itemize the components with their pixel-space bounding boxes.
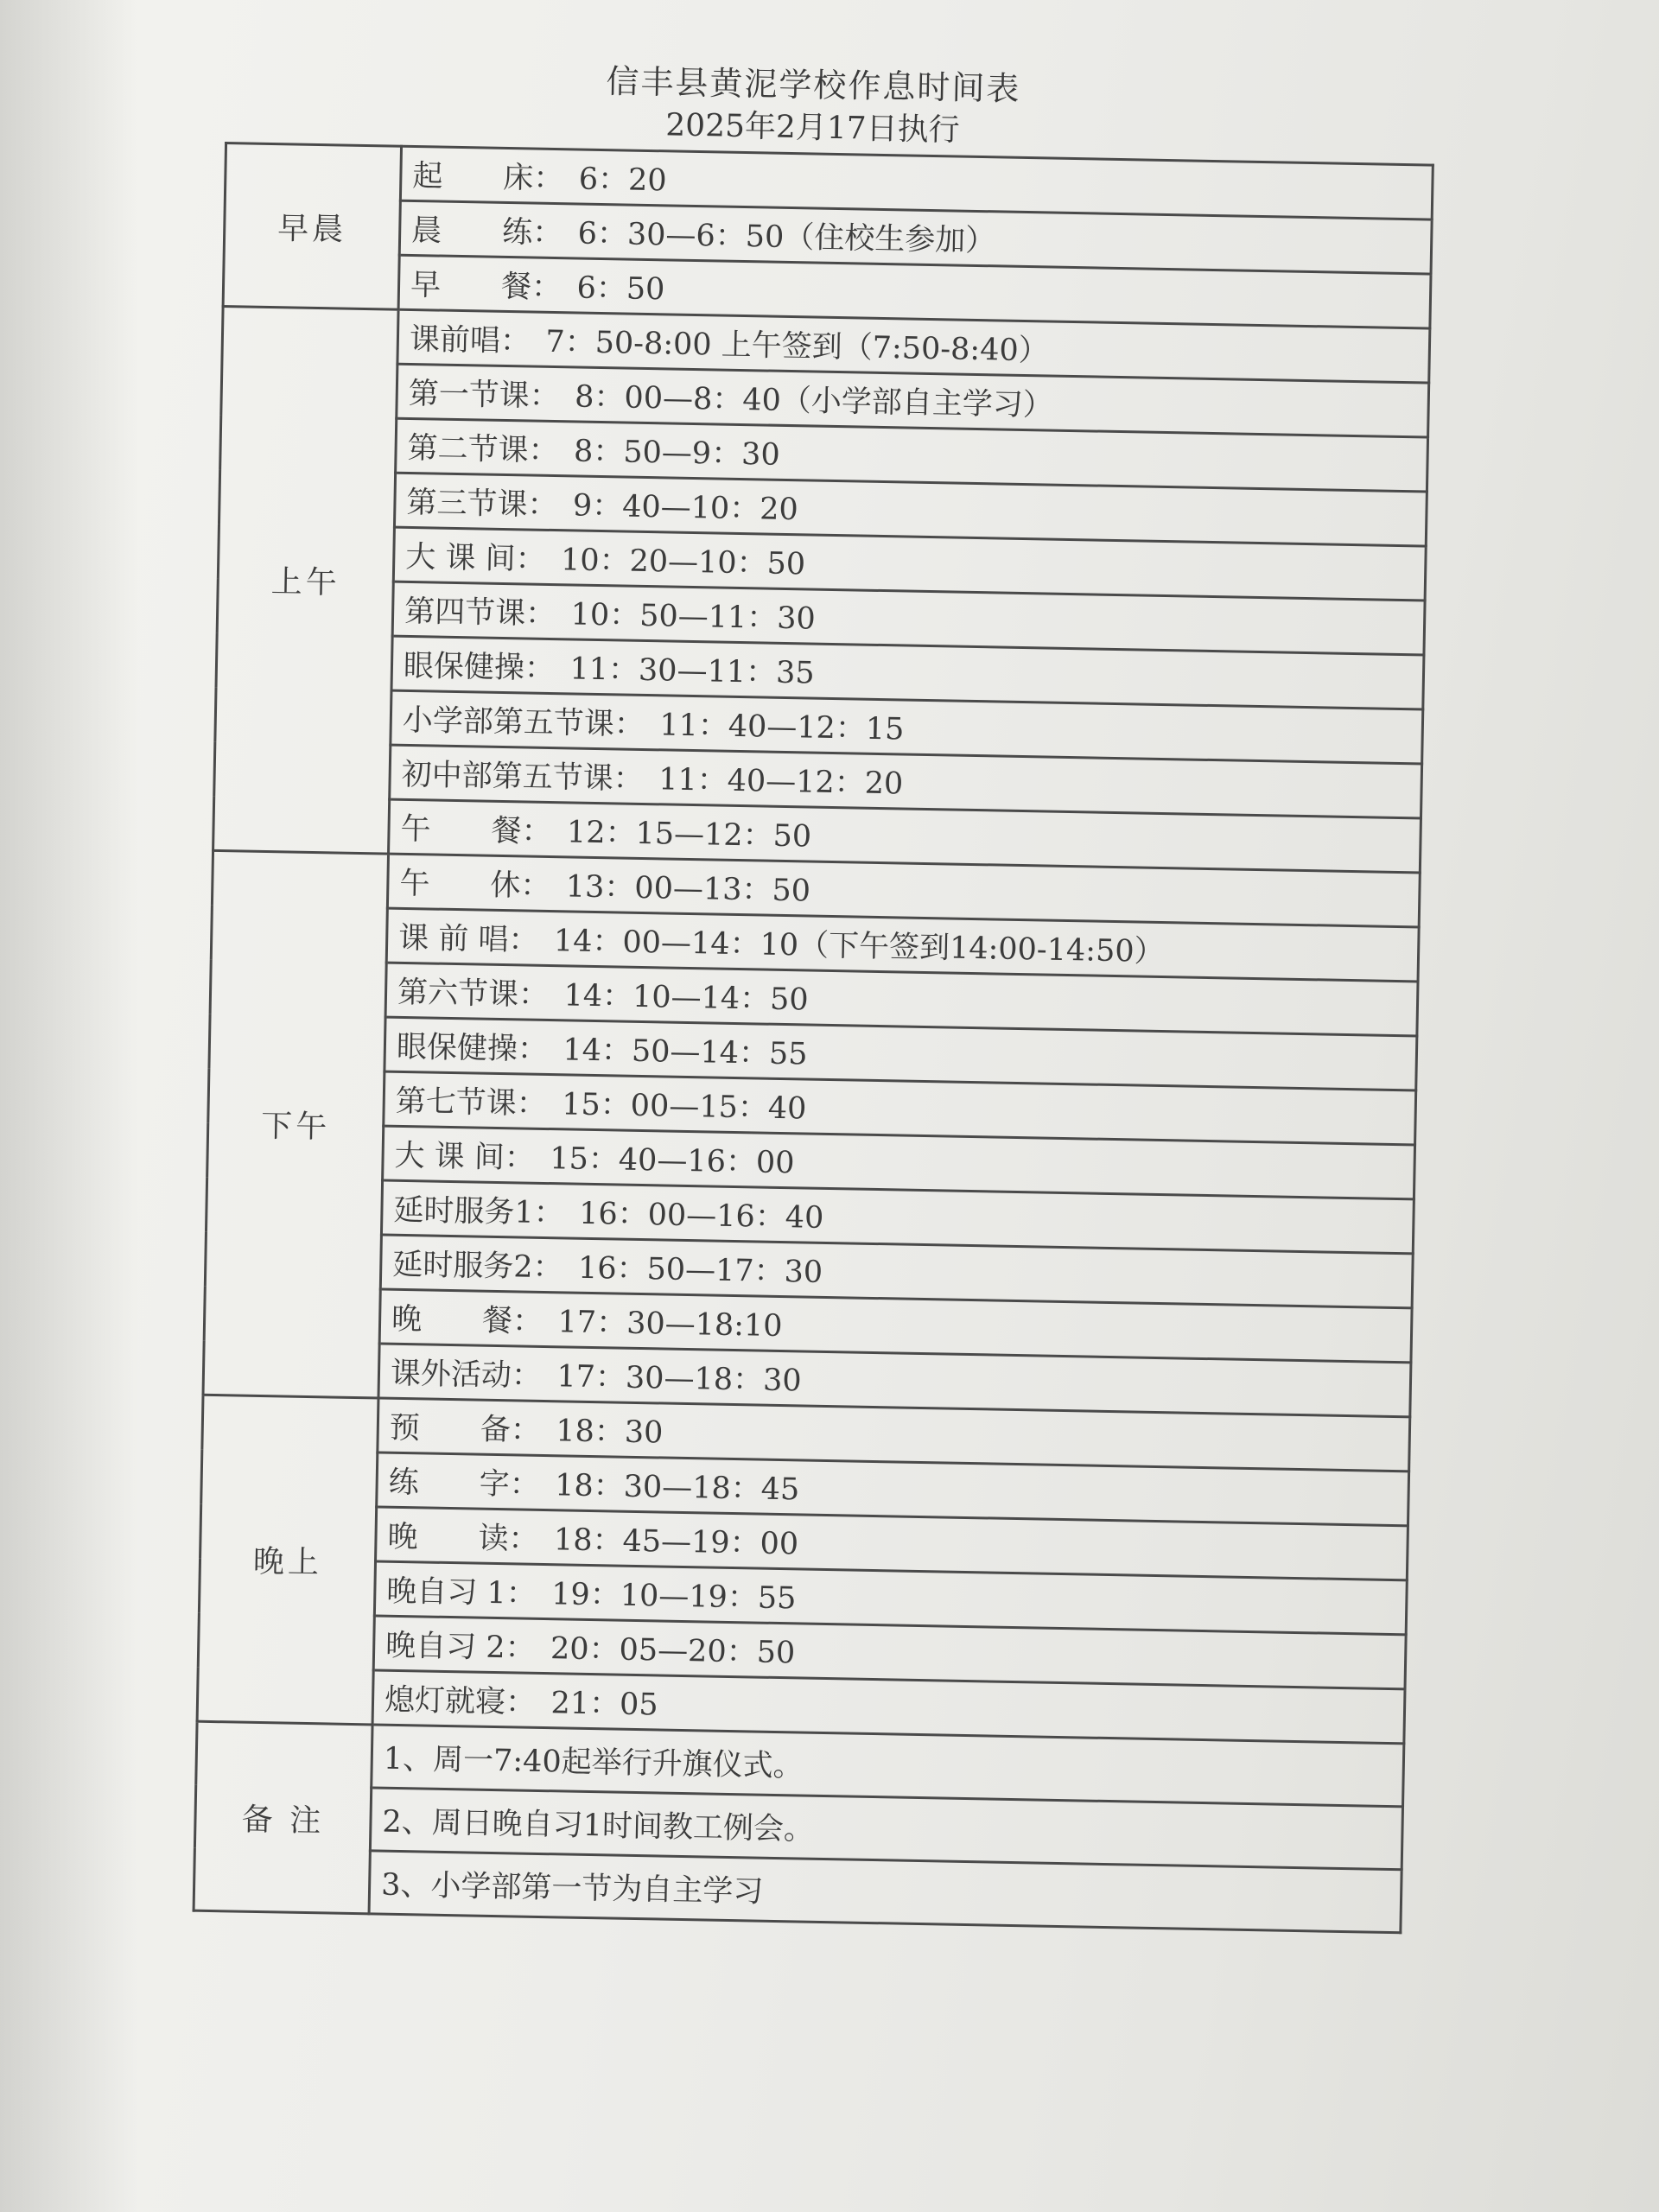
note-item: 3、小学部第一节为自主学习 xyxy=(369,1851,1402,1933)
section-label-forenoon: 上午 xyxy=(213,306,399,854)
schedule-item: 课外活动： 17：30—18：30 xyxy=(378,1344,1411,1417)
schedule-item: 午 休： 13：00—13：50 xyxy=(387,854,1420,927)
schedule-item: 第四节课： 10：50—11：30 xyxy=(392,582,1425,655)
schedule-item: 预 备： 18：30 xyxy=(378,1398,1410,1471)
note-item: 1、周一7:40起举行升旗仪式。 xyxy=(372,1725,1404,1807)
schedule-item: 晚自习 1： 19：10—19：55 xyxy=(374,1561,1407,1635)
schedule-item: 延时服务1： 16：00—16：40 xyxy=(381,1180,1414,1254)
schedule-item: 第一节课： 8：00—8：40（小学部自主学习） xyxy=(397,364,1429,437)
schedule-item: 午 餐： 12：15—12：50 xyxy=(389,799,1421,873)
schedule-item: 晚 餐： 17：30—18:10 xyxy=(379,1289,1412,1363)
schedule-item: 小学部第五节课： 11：40—12：15 xyxy=(391,690,1423,764)
page-shadow xyxy=(0,0,138,2212)
section-label-morning: 早晨 xyxy=(223,143,401,310)
schedule-item: 起 床： 6：20 xyxy=(400,146,1433,219)
schedule-item: 熄灯就寝： 21：05 xyxy=(372,1670,1405,1744)
schedule-item: 第二节课： 8：50—9：30 xyxy=(396,418,1428,492)
schedule-item: 早 餐： 6：50 xyxy=(398,255,1431,328)
schedule-item: 课前唱： 7：50-8:00 上午签到（7:50-8:40） xyxy=(397,309,1430,383)
schedule-item: 大 课 间： 10：20—10：50 xyxy=(393,527,1426,601)
schedule-item: 练 字： 18：30—18：45 xyxy=(377,1452,1409,1526)
schedule-item: 第六节课： 14：10—14：50 xyxy=(385,963,1418,1036)
schedule-item: 课 前 唱： 14：00—14：10（下午签到14:00-14:50） xyxy=(386,908,1419,982)
schedule-document xyxy=(193,52,1436,1934)
document-title: 信丰县黄泥学校作息时间表 xyxy=(606,62,1021,108)
schedule-item: 延时服务2： 16：50—17：30 xyxy=(380,1235,1413,1308)
schedule-item: 第七节课： 15：00—15：40 xyxy=(384,1071,1416,1145)
schedule-item: 大 课 间： 15：40—16：00 xyxy=(383,1126,1415,1199)
schedule-table xyxy=(193,142,1434,1934)
schedule-item: 第三节课： 9：40—10：20 xyxy=(394,473,1427,546)
schedule-item: 眼保健操： 14：50—14：55 xyxy=(385,1017,1417,1090)
schedule-item: 晚 读： 18：45—19：00 xyxy=(376,1507,1408,1580)
schedule-item: 晚自习 2： 20：05—20：50 xyxy=(373,1616,1406,1689)
schedule-item: 眼保健操： 11：30—11：35 xyxy=(391,636,1424,709)
note-item: 2、周日晚自习1时间教工例会。 xyxy=(370,1788,1402,1870)
section-label-afternoon: 下午 xyxy=(203,850,389,1398)
document-subtitle: 2025年2月17日执行 xyxy=(664,107,961,149)
schedule-item: 初中部第五节课： 11：40—12：20 xyxy=(390,745,1422,818)
section-label-evening: 晚上 xyxy=(197,1395,378,1725)
schedule-item: 晨 练： 6：30—6：50（住校生参加） xyxy=(399,200,1432,274)
section-label-notes: 备 注 xyxy=(194,1721,372,1914)
